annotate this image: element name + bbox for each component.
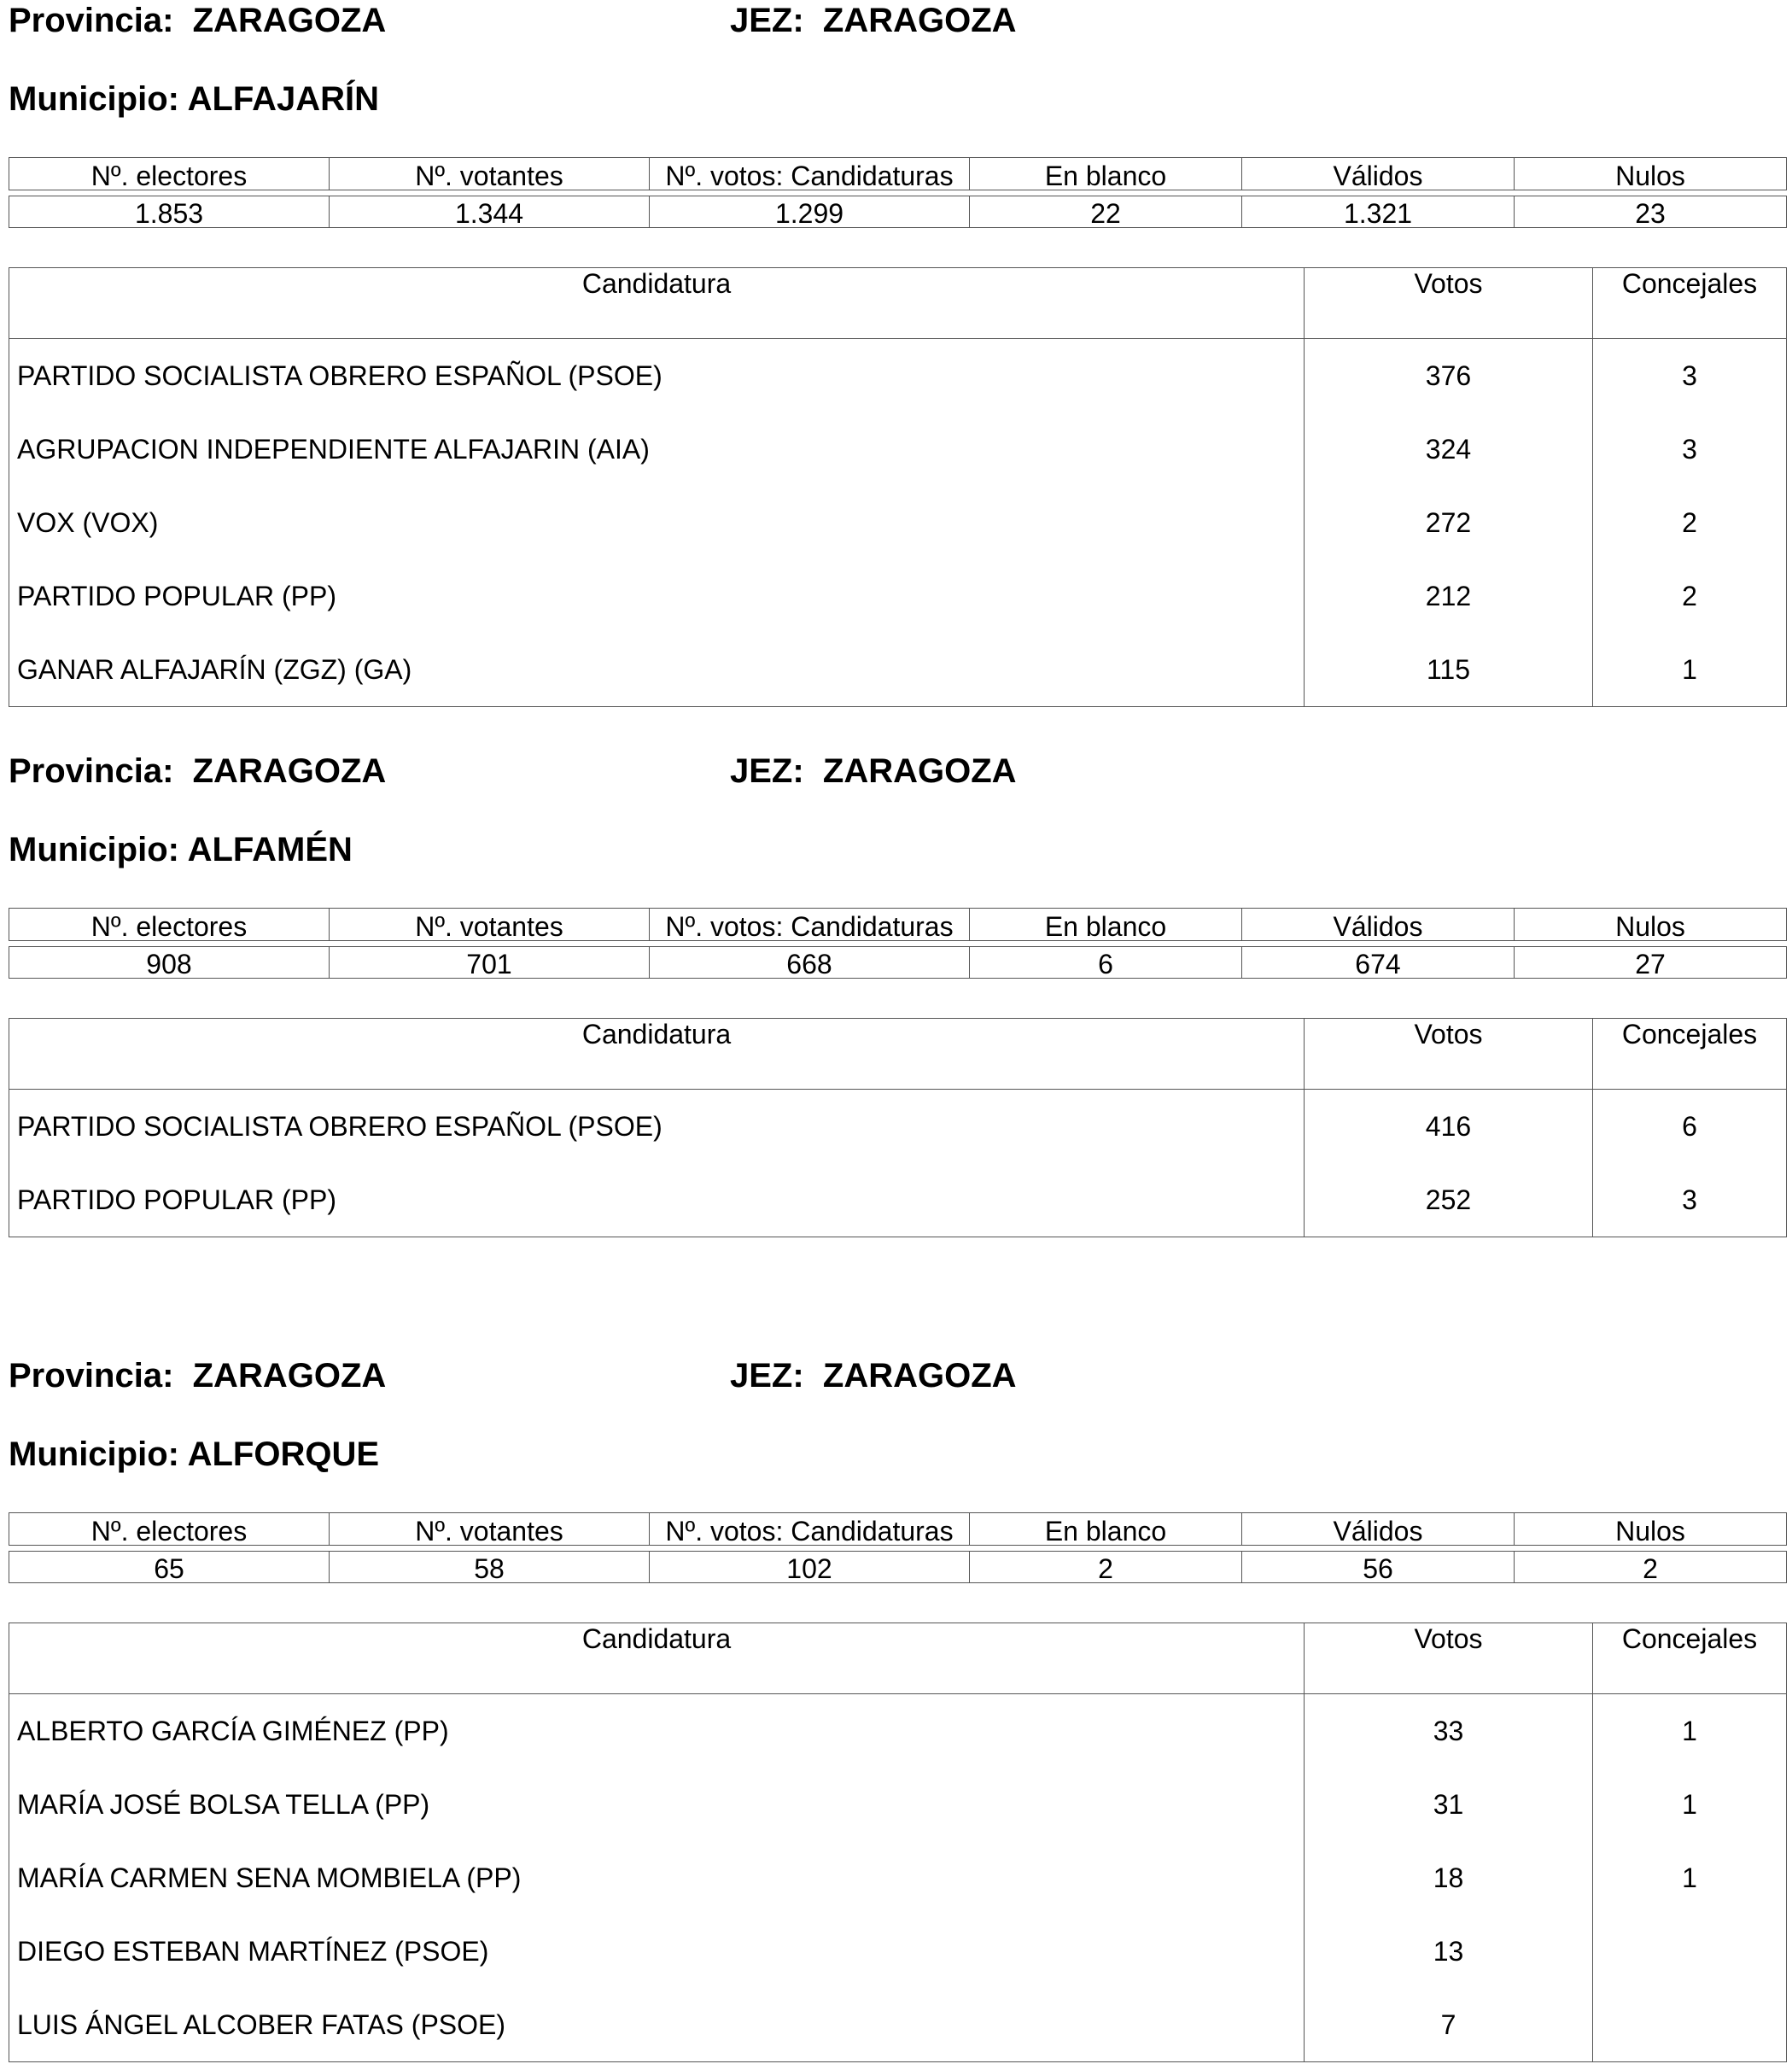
candidate-name: PARTIDO SOCIALISTA OBRERO ESPAÑOL (PSOE) bbox=[17, 1111, 663, 1142]
stat-header-validos: Válidos bbox=[1242, 158, 1515, 190]
candidate-name: GANAR ALFAJARÍN (ZGZ) (GA) bbox=[17, 654, 412, 685]
candidates-header-row bbox=[9, 268, 1787, 339]
header-candidatura: Candidatura bbox=[9, 1019, 1305, 1090]
stat-value-votos-candidaturas: 668 bbox=[650, 947, 970, 979]
candidate-name: ALBERTO GARCÍA GIMÉNEZ (PP) bbox=[17, 1716, 449, 1746]
stat-value-nulos: 2 bbox=[1515, 1552, 1787, 1583]
candidate-votos: 376 bbox=[1305, 339, 1593, 413]
stat-header-votantes: Nº. votantes bbox=[330, 1513, 650, 1546]
stat-header-votantes: Nº. votantes bbox=[330, 909, 650, 941]
candidates-table bbox=[9, 1018, 1787, 1237]
candidate-concejales: 3 bbox=[1593, 1163, 1787, 1237]
stat-value-en-blanco: 2 bbox=[970, 1552, 1242, 1583]
candidate-concejales: 2 bbox=[1593, 486, 1787, 559]
stat-value-votos-candidaturas: 1.299 bbox=[650, 196, 970, 228]
candidate-votos: 13 bbox=[1305, 1915, 1593, 1988]
candidate-name: MARÍA CARMEN SENA MOMBIELA (PP) bbox=[17, 1862, 522, 1893]
stat-value-electores: 1.853 bbox=[9, 196, 330, 228]
stat-value-validos: 1.321 bbox=[1242, 196, 1515, 228]
candidate-row bbox=[9, 486, 1787, 559]
jez-label: JEZ: ZARAGOZA bbox=[730, 1357, 1017, 1395]
stat-value-nulos: 23 bbox=[1515, 196, 1787, 228]
stat-value-votos-candidaturas: 102 bbox=[650, 1552, 970, 1583]
stat-header-votos-candidaturas: Nº. votos: Candidaturas bbox=[650, 909, 970, 941]
header-concejales: Concejales bbox=[1593, 1019, 1787, 1090]
header-votos: Votos bbox=[1305, 1623, 1593, 1694]
candidate-name: PARTIDO POPULAR (PP) bbox=[17, 581, 336, 611]
stat-header-en-blanco: En blanco bbox=[970, 1513, 1242, 1546]
stat-value-en-blanco: 22 bbox=[970, 196, 1242, 228]
province-row bbox=[9, 2, 1786, 44]
candidate-name: LUIS ÁNGEL ALCOBER FATAS (PSOE) bbox=[17, 2009, 506, 2040]
candidate-row bbox=[9, 1090, 1787, 1164]
stat-value-electores: 65 bbox=[9, 1552, 330, 1583]
candidate-row bbox=[9, 1694, 1787, 1769]
stat-header-votantes: Nº. votantes bbox=[330, 158, 650, 190]
candidates-header-row bbox=[9, 1019, 1787, 1090]
candidate-name: PARTIDO SOCIALISTA OBRERO ESPAÑOL (PSOE) bbox=[17, 360, 663, 391]
candidate-concejales: 1 bbox=[1593, 1694, 1787, 1769]
candidate-votos: 31 bbox=[1305, 1768, 1593, 1841]
candidates-table bbox=[9, 267, 1787, 707]
candidates-header-row bbox=[9, 1623, 1787, 1694]
candidate-row bbox=[9, 339, 1787, 413]
province-row bbox=[9, 752, 1786, 795]
stats-value-row bbox=[9, 947, 1787, 979]
stat-value-validos: 56 bbox=[1242, 1552, 1515, 1583]
stats-value-row bbox=[9, 1552, 1787, 1583]
stats-header-row bbox=[9, 158, 1787, 190]
stat-header-electores: Nº. electores bbox=[9, 158, 330, 190]
candidate-votos: 212 bbox=[1305, 559, 1593, 633]
candidate-row bbox=[9, 559, 1787, 633]
stat-header-electores: Nº. electores bbox=[9, 909, 330, 941]
municipality-title: Municipio: ALFAMÉN bbox=[9, 831, 353, 868]
candidate-votos: 252 bbox=[1305, 1163, 1593, 1237]
candidate-concejales: 3 bbox=[1593, 339, 1787, 413]
header-votos: Votos bbox=[1305, 1019, 1593, 1090]
stat-header-votos-candidaturas: Nº. votos: Candidaturas bbox=[650, 158, 970, 190]
stat-value-validos: 674 bbox=[1242, 947, 1515, 979]
candidate-name: MARÍA JOSÉ BOLSA TELLA (PP) bbox=[17, 1789, 430, 1820]
stats-table bbox=[9, 157, 1787, 228]
municipality-title: Municipio: ALFORQUE bbox=[9, 1435, 380, 1473]
candidate-concejales: 3 bbox=[1593, 412, 1787, 486]
header-candidatura: Candidatura bbox=[9, 1623, 1305, 1694]
stats-value-row bbox=[9, 196, 1787, 228]
stat-header-en-blanco: En blanco bbox=[970, 909, 1242, 941]
stat-header-en-blanco: En blanco bbox=[970, 158, 1242, 190]
jez-label: JEZ: ZARAGOZA bbox=[730, 752, 1017, 790]
candidate-concejales bbox=[1593, 1915, 1787, 1988]
candidate-votos: 33 bbox=[1305, 1694, 1593, 1769]
jez-label: JEZ: ZARAGOZA bbox=[730, 2, 1017, 39]
candidate-row bbox=[9, 1163, 1787, 1237]
header-votos: Votos bbox=[1305, 268, 1593, 339]
stat-header-electores: Nº. electores bbox=[9, 1513, 330, 1546]
province-label: Provincia: ZARAGOZA bbox=[9, 752, 387, 790]
stat-value-electores: 908 bbox=[9, 947, 330, 979]
province-row bbox=[9, 1357, 1786, 1400]
candidate-votos: 324 bbox=[1305, 412, 1593, 486]
candidate-concejales: 2 bbox=[1593, 559, 1787, 633]
candidate-row bbox=[9, 1841, 1787, 1915]
stat-header-nulos: Nulos bbox=[1515, 1513, 1787, 1546]
stats-header-row bbox=[9, 909, 1787, 941]
candidate-concejales: 1 bbox=[1593, 1841, 1787, 1915]
stats-table bbox=[9, 1512, 1787, 1583]
candidate-row bbox=[9, 412, 1787, 486]
candidate-row bbox=[9, 633, 1787, 707]
candidate-votos: 272 bbox=[1305, 486, 1593, 559]
stat-value-votantes: 58 bbox=[330, 1552, 650, 1583]
candidate-name: VOX (VOX) bbox=[17, 507, 159, 538]
stat-header-nulos: Nulos bbox=[1515, 909, 1787, 941]
stat-value-nulos: 27 bbox=[1515, 947, 1787, 979]
stats-table bbox=[9, 908, 1787, 979]
province-label: Provincia: ZARAGOZA bbox=[9, 1357, 387, 1395]
province-label: Provincia: ZARAGOZA bbox=[9, 2, 387, 39]
candidate-votos: 416 bbox=[1305, 1090, 1593, 1164]
stats-header-row bbox=[9, 1513, 1787, 1546]
stat-header-votos-candidaturas: Nº. votos: Candidaturas bbox=[650, 1513, 970, 1546]
candidate-concejales bbox=[1593, 1988, 1787, 2062]
candidate-name: AGRUPACION INDEPENDIENTE ALFAJARIN (AIA) bbox=[17, 434, 650, 465]
candidate-row bbox=[9, 1768, 1787, 1841]
candidate-concejales: 6 bbox=[1593, 1090, 1787, 1164]
municipality-title: Municipio: ALFAJARÍN bbox=[9, 80, 380, 118]
header-concejales: Concejales bbox=[1593, 1623, 1787, 1694]
stat-value-votantes: 1.344 bbox=[330, 196, 650, 228]
stat-header-nulos: Nulos bbox=[1515, 158, 1787, 190]
stat-header-validos: Válidos bbox=[1242, 1513, 1515, 1546]
stat-value-en-blanco: 6 bbox=[970, 947, 1242, 979]
candidate-votos: 7 bbox=[1305, 1988, 1593, 2062]
stat-value-votantes: 701 bbox=[330, 947, 650, 979]
candidate-row bbox=[9, 1915, 1787, 1988]
candidate-row bbox=[9, 1988, 1787, 2062]
candidates-table bbox=[9, 1623, 1787, 2062]
candidate-concejales: 1 bbox=[1593, 633, 1787, 707]
header-candidatura: Candidatura bbox=[9, 268, 1305, 339]
candidate-name: PARTIDO POPULAR (PP) bbox=[17, 1184, 336, 1215]
candidate-votos: 115 bbox=[1305, 633, 1593, 707]
candidate-concejales: 1 bbox=[1593, 1768, 1787, 1841]
stat-header-validos: Válidos bbox=[1242, 909, 1515, 941]
header-concejales: Concejales bbox=[1593, 268, 1787, 339]
candidate-name: DIEGO ESTEBAN MARTÍNEZ (PSOE) bbox=[17, 1936, 489, 1967]
candidate-votos: 18 bbox=[1305, 1841, 1593, 1915]
